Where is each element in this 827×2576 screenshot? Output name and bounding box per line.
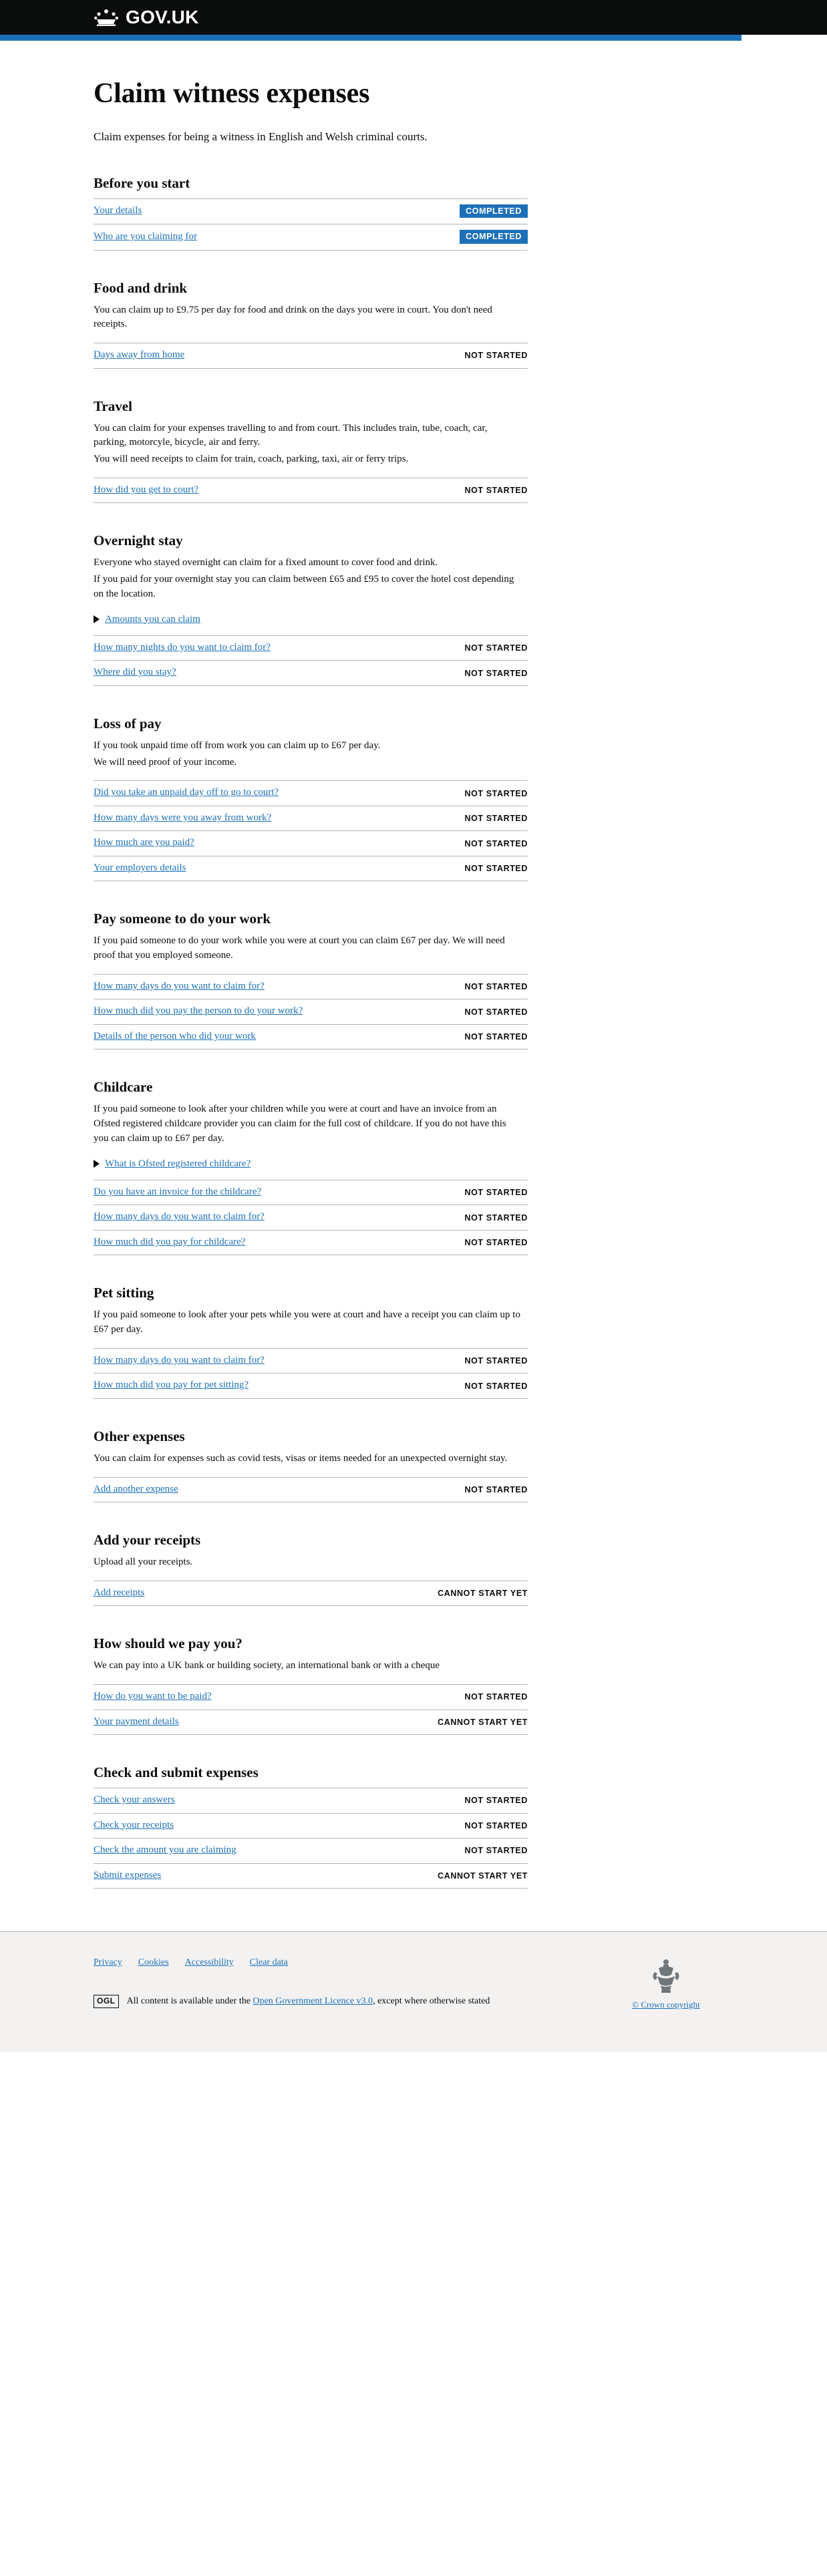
status-badge: [464, 1381, 528, 1391]
page-title: Claim witness expenses: [94, 78, 370, 109]
section-loss-of-pay: [94, 715, 528, 882]
task-link[interactable]: Where did you stay?: [94, 667, 176, 678]
licence-prefix: All content is available under the: [126, 1995, 253, 2006]
task-link[interactable]: Your details: [94, 205, 142, 216]
task-list-item: [94, 856, 528, 882]
status-text: NOT STARTED: [464, 351, 528, 361]
status-text: NOT STARTED: [464, 1356, 528, 1366]
page-footer: [0, 1931, 827, 2052]
task-link[interactable]: How much are you paid?: [94, 837, 194, 848]
status-badge: [438, 1588, 528, 1598]
status-badge: [464, 668, 528, 678]
section-pet-sitting: [94, 1285, 528, 1399]
task-list-item: [94, 1685, 528, 1710]
status-badge: [464, 1007, 528, 1017]
task-list-item: [94, 1478, 528, 1503]
task-name: [94, 1005, 303, 1018]
footer-link-item: [185, 1956, 234, 1968]
status-text: NOT STARTED: [464, 1820, 528, 1830]
status-text: CANNOT START YET: [438, 1871, 528, 1881]
status-text: NOT STARTED: [464, 1381, 528, 1391]
task-link[interactable]: Check your receipts: [94, 1819, 174, 1830]
footer-link[interactable]: Accessibility: [184, 1957, 234, 1968]
status-text: NOT STARTED: [464, 838, 528, 848]
status-text: NOT STARTED: [464, 1188, 528, 1198]
status-badge: [464, 1795, 528, 1805]
task-link[interactable]: Your employers details: [94, 862, 186, 873]
section-heading: How should we pay you?: [94, 1635, 242, 1652]
section-description-paragraph: If you paid for your overnight stay you can claim between £65 and £95 to cover the hotel cost depending on the location.: [94, 574, 514, 599]
task-link[interactable]: Your payment details: [94, 1716, 179, 1727]
section-description: [94, 422, 521, 467]
details-disclosure[interactable]: [94, 613, 528, 626]
section-description: [94, 934, 521, 963]
status-badge: [460, 204, 528, 218]
status-badge: [464, 788, 528, 798]
status-text: NOT STARTED: [464, 1846, 528, 1856]
task-name: [94, 1211, 265, 1224]
status-badge: [464, 485, 528, 495]
task-list-item: [94, 975, 528, 1000]
task-name: [94, 1379, 249, 1392]
task-name: [94, 484, 198, 497]
status-badge: [464, 1031, 528, 1041]
footer-link-item: [138, 1956, 169, 1968]
status-tag: COMPLETED: [460, 204, 528, 218]
task-list-item: [94, 1180, 528, 1206]
section-childcare: [94, 1079, 528, 1255]
section-overnight-stay: [94, 532, 528, 686]
status-badge: [464, 981, 528, 991]
footer-link-item: [94, 1956, 122, 1968]
task-list: [94, 1180, 528, 1256]
section-description-paragraph: You can claim up to £9.75 per day for food and drink on the days you were in court. You don't need receipts.: [94, 304, 492, 330]
section-description: [94, 303, 521, 333]
task-link[interactable]: How many nights do you want to claim for?: [94, 641, 271, 653]
section-description: [94, 739, 521, 770]
section-heading: Food and drink: [94, 279, 188, 296]
footer-link-item: [250, 1956, 288, 1968]
section-heading: Travel: [94, 397, 132, 414]
status-badge: [464, 1692, 528, 1702]
status-text: NOT STARTED: [464, 1238, 528, 1248]
govuk-header: [0, 0, 827, 35]
task-name: [94, 204, 142, 218]
section-description-paragraph: You will need receipts to claim for train, coach, parking, taxi, air or ferry trips.: [94, 454, 409, 465]
task-list-item: [94, 1838, 528, 1864]
details-disclosure[interactable]: [94, 1157, 528, 1170]
task-link[interactable]: How many days do you want to claim for?: [94, 1211, 265, 1223]
section-description-paragraph: We will need proof of your income.: [94, 756, 237, 768]
task-list-item: [94, 1710, 528, 1736]
status-badge: [464, 1187, 528, 1197]
task-link[interactable]: How many days do you want to claim for?: [94, 1354, 265, 1365]
task-list-item: [94, 636, 528, 661]
status-tag: COMPLETED: [460, 230, 528, 243]
task-link[interactable]: Add another expense: [94, 1483, 178, 1494]
status-badge: [464, 1213, 528, 1223]
status-badge: [464, 1845, 528, 1855]
status-badge: [464, 863, 528, 873]
task-list: [94, 478, 528, 504]
status-text: NOT STARTED: [464, 1032, 528, 1042]
status-text: NOT STARTED: [464, 864, 528, 874]
section-description: [94, 1659, 521, 1673]
status-text: NOT STARTED: [464, 982, 528, 992]
task-list: [94, 1477, 528, 1503]
details-summary-label[interactable]: What is Ofsted registered childcare?: [105, 1158, 251, 1169]
section-description: [94, 1308, 521, 1337]
task-list-item: [94, 999, 528, 1025]
task-name: [94, 666, 176, 679]
task-list: [94, 974, 528, 1050]
task-list-item: [94, 1814, 528, 1839]
task-sections: [94, 175, 528, 1889]
section-description-paragraph: If you paid someone to do your work while you were at court you can claim £67 per day. We will need proof that you employed someone.: [94, 935, 505, 961]
task-name: [94, 1869, 161, 1883]
section-travel: [94, 398, 528, 504]
section-description-paragraph: We can pay into a UK bank or building society, an international bank or with a cheque: [94, 1660, 440, 1671]
status-badge: [438, 1871, 528, 1881]
task-list: [94, 635, 528, 686]
section-description: [94, 1102, 521, 1146]
task-link[interactable]: Who are you claiming for: [94, 230, 197, 242]
task-link[interactable]: Add receipts: [94, 1587, 145, 1598]
task-list: [94, 343, 528, 369]
task-name: [94, 812, 271, 825]
section-food-and-drink: [94, 280, 528, 369]
section-description-paragraph: If you paid someone to look after your pets while you were at court and have a receipt you can claim up to £67 per day.: [94, 1309, 520, 1335]
task-list: [94, 1788, 528, 1889]
footer-link[interactable]: Privacy: [94, 1957, 122, 1968]
footer-link[interactable]: Cookies: [138, 1957, 169, 1968]
status-badge: [464, 1355, 528, 1365]
section-other-expenses: [94, 1428, 528, 1502]
task-list-item: [94, 478, 528, 504]
task-link[interactable]: Do you have an invoice for the childcare?: [94, 1186, 262, 1197]
section-heading: Overnight stay: [94, 532, 183, 549]
status-text: NOT STARTED: [464, 1213, 528, 1223]
status-text: NOT STARTED: [464, 1796, 528, 1806]
task-list-item: [94, 1205, 528, 1231]
blue-accent-bar: [0, 35, 741, 41]
task-list-item: [94, 1581, 528, 1607]
section-description-paragraph: Everyone who stayed overnight can claim for a fixed amount to cover food and drink.: [94, 557, 438, 569]
task-list: [94, 1581, 528, 1607]
status-badge: [464, 1237, 528, 1247]
task-list: [94, 198, 528, 251]
task-list-item: [94, 1025, 528, 1050]
open-government-licence-link[interactable]: Open Government Licence v3.0: [253, 1995, 373, 2006]
task-name: [94, 1483, 178, 1496]
task-name: [94, 230, 197, 244]
task-name: [94, 862, 186, 875]
section-heading: Check and submit expenses: [94, 1764, 259, 1781]
task-link[interactable]: Check your answers: [94, 1794, 175, 1806]
section-description-paragraph: If you took unpaid time off from work you can claim up to £67 per day.: [94, 740, 381, 751]
task-name: [94, 1354, 265, 1367]
status-badge: [438, 1717, 528, 1727]
task-name: [94, 836, 194, 850]
task-list-item: [94, 1231, 528, 1256]
task-name: [94, 641, 271, 655]
section-heading: Add your receipts: [94, 1532, 201, 1549]
status-badge: [464, 813, 528, 823]
task-name: [94, 1716, 179, 1729]
task-list-item: [94, 831, 528, 856]
status-text: NOT STARTED: [464, 486, 528, 496]
status-text: NOT STARTED: [464, 1692, 528, 1702]
task-link[interactable]: How much did you pay for childcare?: [94, 1236, 246, 1247]
section-add-your-receipts: [94, 1532, 528, 1606]
status-badge: [464, 1820, 528, 1830]
task-link[interactable]: Check the amount you are claiming: [94, 1844, 236, 1856]
task-name: [94, 1236, 245, 1249]
section-heading: Loss of pay: [94, 715, 162, 732]
ogl-logo: OGL: [94, 1995, 119, 2008]
status-text: NOT STARTED: [464, 814, 528, 824]
chevron-right-icon: [94, 615, 100, 623]
licence-suffix: , except where otherwise stated: [373, 1995, 490, 2006]
task-list-item: [94, 199, 528, 224]
task-list-item: [94, 1374, 528, 1399]
section-pay-someone-to-do-your-work: [94, 911, 528, 1050]
task-list: [94, 1348, 528, 1399]
task-link[interactable]: How many days were you away from work?: [94, 812, 272, 823]
task-link[interactable]: Submit expenses: [94, 1869, 162, 1881]
task-name: [94, 1844, 236, 1857]
blue-accent-bar-wrap: [0, 35, 827, 41]
task-link[interactable]: How much did you pay for pet sitting?: [94, 1380, 249, 1391]
task-name: [94, 1186, 261, 1199]
footer-inner: [94, 1956, 768, 2030]
crown-icon: [94, 8, 119, 27]
section-description: [94, 556, 521, 601]
task-list-item: [94, 806, 528, 832]
details-summary-label[interactable]: Amounts you can claim: [105, 613, 200, 625]
status-text: NOT STARTED: [464, 643, 528, 653]
section-description-paragraph: Upload all your receipts.: [94, 1557, 193, 1568]
task-name: [94, 349, 184, 362]
task-list-item: [94, 343, 528, 369]
task-link[interactable]: How did you get to court?: [94, 484, 199, 495]
section-heading: Pay someone to do your work: [94, 911, 271, 927]
main-content: [0, 78, 827, 1889]
section-check-and-submit-expenses: [94, 1764, 528, 1889]
page-intro: Claim expenses for being a witness in English and Welsh criminal courts.: [94, 130, 428, 144]
task-link[interactable]: How many days do you want to claim for?: [94, 980, 265, 991]
task-link[interactable]: How much did you pay the person to do your work?: [94, 1005, 303, 1017]
section-how-should-we-pay-you: [94, 1635, 528, 1735]
task-link[interactable]: Days away from home: [94, 349, 185, 361]
status-badge: [464, 1484, 528, 1494]
licence-text: [127, 1996, 490, 2007]
task-link[interactable]: Did you take an unpaid day off to go to court?: [94, 787, 279, 798]
task-list-item: [94, 1788, 528, 1814]
section-heading: Childcare: [94, 1079, 153, 1096]
status-text: CANNOT START YET: [438, 1717, 528, 1727]
crown-copyright-link[interactable]: © Crown copyright: [632, 1999, 700, 2010]
section-description-paragraph: You can claim for your expenses travelling to and from court. This includes train, tube, coach, car, parking, motorcyle, bicycle, air and ferry.: [94, 422, 488, 448]
royal-crest-icon: [645, 1957, 687, 1995]
task-list-item: [94, 781, 528, 806]
task-link[interactable]: Details of the person who did your work: [94, 1030, 256, 1041]
section-before-you-start: [94, 175, 528, 251]
crown-copyright-block: [623, 1957, 709, 2011]
content-column: [94, 78, 528, 1889]
task-name: [94, 1819, 174, 1832]
task-name: [94, 980, 265, 993]
govuk-header-logo[interactable]: [94, 8, 199, 27]
status-text: NOT STARTED: [464, 788, 528, 798]
task-list-item: [94, 1349, 528, 1374]
section-description-paragraph: You can claim for expenses such as covid tests, visas or items needed for an unexpected overnight stay.: [94, 1452, 508, 1464]
task-list-item: [94, 661, 528, 686]
task-list-item: [94, 224, 528, 250]
task-link[interactable]: How do you want to be paid?: [94, 1691, 212, 1702]
task-name: [94, 1587, 144, 1600]
section-heading: Other expenses: [94, 1428, 185, 1444]
task-name: [94, 1030, 256, 1043]
status-text: NOT STARTED: [464, 668, 528, 678]
status-badge: [464, 838, 528, 848]
section-description-paragraph: If you paid someone to look after your children while you were at court and have an invoice from an Ofsted registered childcare provider you can claim for the full cost of childcare. If you do not have this you can claim up to £67 per day.: [94, 1104, 506, 1144]
section-description: [94, 1555, 521, 1570]
footer-link[interactable]: Clear data: [249, 1957, 288, 1968]
task-name: [94, 1794, 175, 1807]
task-name: [94, 1690, 212, 1704]
task-list-item: [94, 1864, 528, 1889]
status-badge: [464, 350, 528, 360]
section-description: [94, 1452, 521, 1466]
status-text: NOT STARTED: [464, 1007, 528, 1017]
status-text: NOT STARTED: [464, 1484, 528, 1494]
section-heading: Pet sitting: [94, 1285, 154, 1301]
status-badge: [460, 230, 528, 243]
chevron-right-icon: [94, 1160, 100, 1168]
task-list: [94, 780, 528, 881]
govuk-logo-text: GOV.UK: [126, 7, 199, 27]
status-badge: [464, 643, 528, 653]
task-name: [94, 786, 279, 800]
section-heading: Before you start: [94, 174, 190, 191]
task-list: [94, 1684, 528, 1735]
status-text: CANNOT START YET: [438, 1589, 528, 1599]
